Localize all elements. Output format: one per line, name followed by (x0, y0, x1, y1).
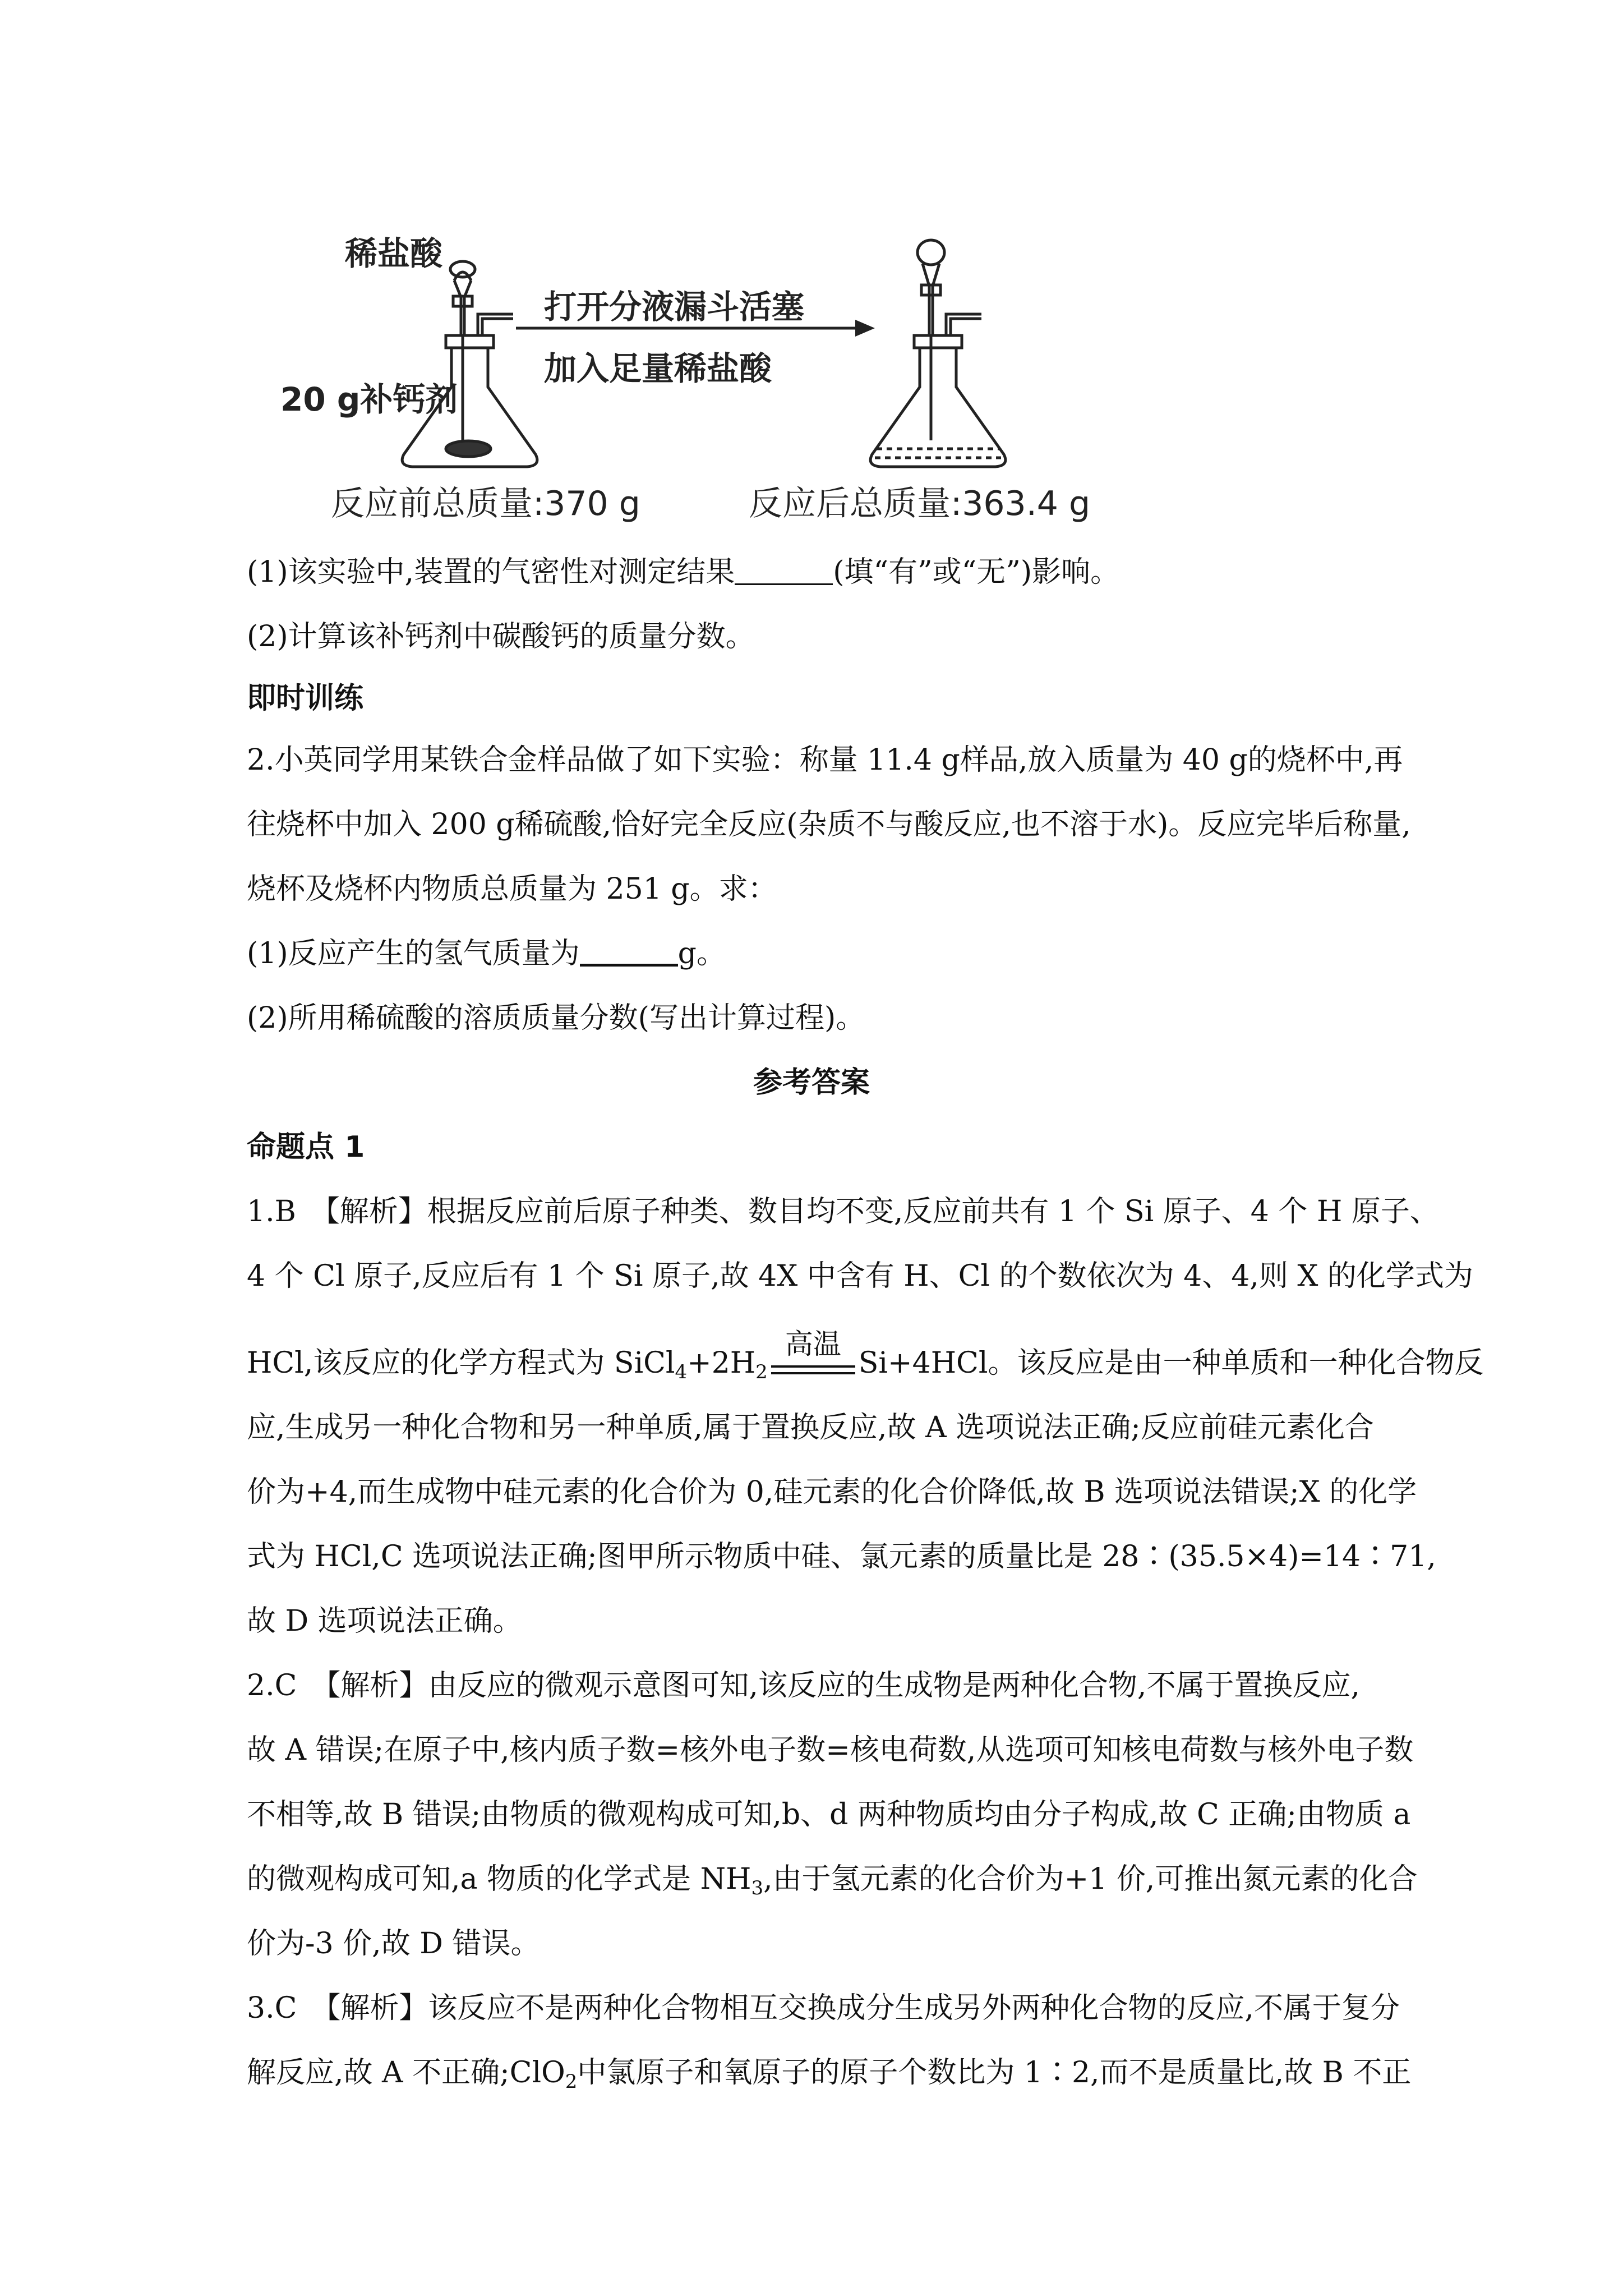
ans1-line-7: 故 D 选项说法正确。 (247, 1604, 522, 1638)
answers-title: 参考答案 (753, 1066, 870, 1099)
ans1-line-5: 价为+4,而生成物中硅元素的化合价为 0,硅元素的化合价降低,故 B 选项说法错误;X 的化学 (247, 1475, 1417, 1509)
experiment-figure (280, 213, 1133, 527)
subscript: 4 (675, 1361, 688, 1383)
q2-part1-text: (1)反应产生的氢气质量为 (247, 937, 580, 970)
q1-part1-suffix: (填“有”或“无”)影响。 (833, 555, 1120, 589)
flask-before-icon (402, 261, 537, 467)
flask-after-icon (870, 240, 1006, 467)
point-title: 命题点 1 (247, 1130, 365, 1164)
ans2-line-2: 故 A 错误;在原子中,核内质子数=核外电子数=核电荷数,从选项可知核电荷数与核外电子数 (247, 1733, 1414, 1767)
q1-part1-text: (1)该实验中,装置的气密性对测定结果 (247, 555, 735, 589)
ans2-line-5: 价为-3 价,故 D 错误。 (247, 1927, 540, 1961)
q2-line-2: 往烧杯中加入 200 g稀硫酸,恰好完全反应(杂质不与酸反应,也不溶于水)。反应完毕后称量, (247, 808, 1411, 841)
ans1-line-4: 应,生成另一种化合物和另一种单质,属于置换反应,故 A 选项说法正确;反应前硅元素化合 (247, 1411, 1374, 1444)
ans3-line-1: 3.C 【解析】该反应不是两种化合物相互交换成分生成另外两种化合物的反应,不属于复分 (247, 1991, 1400, 2025)
ans1-eq-product: Si+4HCl。该反应是由一种单质和一种化合物反 (858, 1346, 1484, 1380)
q2-answer-blank[interactable] (580, 937, 678, 967)
caption-before: 反应前总质量:370 g (331, 484, 640, 523)
subscript: 2 (565, 2070, 578, 2093)
ans1-line-6: 式为 HCl,C 选项说法正确;图甲所示物质中硅、氯元素的质量比是 28∶(35.5×4)=14∶71, (247, 1540, 1436, 1573)
caption-after: 反应后总质量:363.4 g (749, 484, 1091, 523)
q1-part2: (2)计算该补钙剂中碳酸钙的质量分数。 (247, 620, 755, 654)
reaction-condition: 高温 (785, 1327, 841, 1360)
q2-part1-suffix: g。 (677, 937, 726, 970)
ans2-line-4 (247, 1862, 1418, 1899)
q2-part1 (247, 937, 726, 970)
subscript: 3 (751, 1877, 764, 1899)
q2-line-1: 2.小英同学用某铁合金样品做了如下实验：称量 11.4 g样品,放入质量为 40 g的烧杯中,再 (247, 743, 1403, 777)
ans1-eq-reactant: +2H (687, 1346, 756, 1380)
ans3-line-2 (247, 2056, 1412, 2093)
arrow-text-top: 打开分液漏斗活塞 (544, 288, 805, 326)
label-calcium-sample: 20 g补钙剂 (280, 380, 458, 418)
ans1-line-1: 1.B 【解析】根据反应前后原子种类、数目均不变,反应前共有 1 个 Si 原子、4 个 H 原子、 (247, 1195, 1439, 1228)
section-practice-heading: 即时训练 (247, 682, 364, 715)
ans1-line-2: 4 个 Cl 原子,反应后有 1 个 Si 原子,故 4X 中含有 H、Cl 的个数依次为 4、4,则 X 的化学式为 (247, 1259, 1473, 1293)
subscript: 2 (755, 1361, 768, 1383)
ans1-line-3 (247, 1327, 1484, 1383)
ans1-eq-text: HCl,该反应的化学方程式为 SiCl (247, 1346, 675, 1380)
q2-line-3: 烧杯及烧杯内物质总质量为 251 g。求： (247, 872, 777, 906)
q1-part1 (247, 555, 1119, 589)
ans3-line-2-text: 解反应,故 A 不正确;ClO (247, 2056, 565, 2090)
ans2-line-3: 不相等,故 B 错误;由物质的微观构成可知,b、d 两种物质均由分子构成,故 C 正确;由物质 a (247, 1798, 1411, 1832)
ans2-line-1: 2.C 【解析】由反应的微观示意图可知,该反应的生成物是两种化合物,不属于置换反应, (247, 1669, 1360, 1703)
equation-arrow (771, 1327, 855, 1382)
q2-part2: (2)所用稀硫酸的溶质质量分数(写出计算过程)。 (247, 1001, 865, 1035)
q1-answer-blank[interactable] (735, 556, 833, 585)
arrow-text-bottom: 加入足量稀盐酸 (544, 349, 772, 388)
ans2-line-4-rest: ,由于氢元素的化合价为+1 价,可推出氮元素的化合 (763, 1862, 1418, 1896)
ans3-line-2-rest: 中氯原子和氧原子的原子个数比为 1∶2,而不是质量比,故 B 不正 (577, 2056, 1412, 2090)
ans2-line-4-text: 的微观构成可知,a 物质的化学式是 NH (247, 1862, 751, 1896)
label-dilute-hcl: 稀盐酸 (345, 234, 443, 273)
